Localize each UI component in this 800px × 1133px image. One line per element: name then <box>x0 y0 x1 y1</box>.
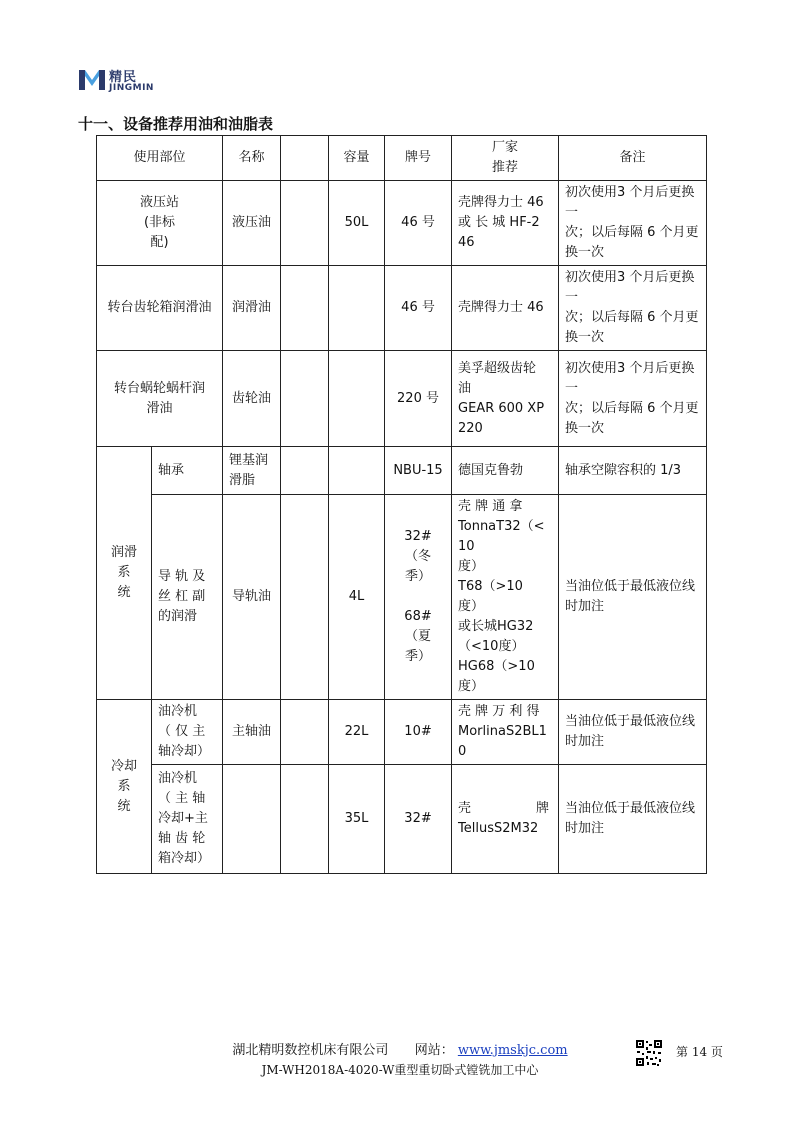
maker-cell: 壳 牌 通 拿 TonnaT32（<10 度） T68（>10 度） 或长城HG32 （<10度） HG68（>10 度） <box>452 495 559 700</box>
note-cell: 当油位低于最低液位线 时加注 <box>559 495 707 700</box>
note-cell: 初次使用3 个月后更换一 次；以后每隔 6 个月更 换一次 <box>559 181 707 266</box>
company-logo <box>78 64 158 98</box>
maker-cell: 壳牌得力士 46 或 长 城 HF-2 46 <box>452 181 559 266</box>
note-cell: 轴承空隙容积的 1/3 <box>559 447 707 495</box>
name-cell: 主轴油 <box>223 700 281 765</box>
table-row <box>97 765 707 874</box>
header-blank <box>281 136 329 181</box>
footer-model: JM-WH2018A-4020-W重型重切卧式镗铣加工中心 <box>261 1063 539 1077</box>
header-note: 备注 <box>559 136 707 181</box>
capacity-cell: 35L <box>329 765 385 874</box>
name-cell: 导轨油 <box>223 495 281 700</box>
name-cell <box>223 765 281 874</box>
header-maker: 厂家 推荐 <box>452 136 559 181</box>
maker-cell: 壳 牌 TellusS2M32 <box>452 765 559 874</box>
capacity-cell <box>329 266 385 351</box>
grade-cell: NBU-15 <box>385 447 452 495</box>
note-cell: 当油位低于最低液位线 时加注 <box>559 765 707 874</box>
maker-cell: 美孚超级齿轮 油 GEAR 600 XP 220 <box>452 351 559 447</box>
capacity-cell <box>329 447 385 495</box>
grade-cell: 32# <box>385 765 452 874</box>
header-capacity: 容量 <box>329 136 385 181</box>
page-number: 第 14 页 <box>676 1045 723 1059</box>
part-cell: 油冷机 （ 仅 主 轴冷却） <box>152 700 223 765</box>
capacity-cell: 50L <box>329 181 385 266</box>
table-row <box>97 266 707 351</box>
name-cell: 锂基润 滑脂 <box>223 447 281 495</box>
part-cell: 导 轨 及 丝 杠 副 的润滑 <box>152 495 223 700</box>
table-row <box>97 181 707 266</box>
header-part: 使用部位 <box>97 136 223 181</box>
blank-cell <box>281 181 329 266</box>
part-cell: 油冷机 （ 主 轴 冷却+主 轴 齿 轮 箱冷却） <box>152 765 223 874</box>
maker-cell: 德国克鲁勃 <box>452 447 559 495</box>
logo-english-text: JINGMIN <box>109 83 154 93</box>
maker-cell: 壳 牌 万 利 得 MorlinaS2BL10 <box>452 700 559 765</box>
jingmin-logo-icon <box>78 66 106 94</box>
grade-cell: 220 号 <box>385 351 452 447</box>
maker-cell: 壳牌得力士 46 <box>452 266 559 351</box>
note-cell: 初次使用3 个月后更换一 次；以后每隔 6 个月更 换一次 <box>559 351 707 447</box>
footer-website-link[interactable]: www.jmskjc.com <box>457 1043 568 1058</box>
footer-site-label: 网站： <box>414 1043 454 1058</box>
header-grade: 牌号 <box>385 136 452 181</box>
capacity-cell <box>329 351 385 447</box>
capacity-cell: 22L <box>329 700 385 765</box>
table-row <box>97 700 707 765</box>
part-cell: 液压站 (非标 配) <box>97 181 223 266</box>
part-cell: 转台齿轮箱润滑油 <box>97 266 223 351</box>
blank-cell <box>281 765 329 874</box>
header-name: 名称 <box>223 136 281 181</box>
oil-grease-table <box>96 135 707 874</box>
blank-cell <box>281 266 329 351</box>
logo-chinese-text: 精民 <box>109 70 138 85</box>
group-label-lubrication: 润滑 系 统 <box>97 447 152 700</box>
blank-cell <box>281 447 329 495</box>
blank-cell <box>281 351 329 447</box>
table-row <box>97 351 707 447</box>
grade-cell: 32# （冬 季） 68# （夏 季） <box>385 495 452 700</box>
part-cell: 轴承 <box>152 447 223 495</box>
capacity-cell: 4L <box>329 495 385 700</box>
name-cell: 液压油 <box>223 181 281 266</box>
note-cell: 初次使用3 个月后更换一 次；以后每隔 6 个月更 换一次 <box>559 266 707 351</box>
table-header-row <box>97 136 707 181</box>
footer-company: 湖北精明数控机床有限公司 <box>232 1043 389 1058</box>
section-title: 十一、设备推荐用油和油脂表 <box>78 115 274 133</box>
name-cell: 齿轮油 <box>223 351 281 447</box>
part-cell: 转台蜗轮蜗杆润 滑油 <box>97 351 223 447</box>
grade-cell: 46 号 <box>385 266 452 351</box>
note-cell: 当油位低于最低液位线 时加注 <box>559 700 707 765</box>
table-row <box>97 495 707 700</box>
grade-cell: 10# <box>385 700 452 765</box>
qr-code-icon <box>635 1039 663 1067</box>
grade-cell: 46 号 <box>385 181 452 266</box>
blank-cell <box>281 495 329 700</box>
name-cell: 润滑油 <box>223 266 281 351</box>
blank-cell <box>281 700 329 765</box>
table-row <box>97 447 707 495</box>
group-label-cooling: 冷却 系 统 <box>97 700 152 874</box>
